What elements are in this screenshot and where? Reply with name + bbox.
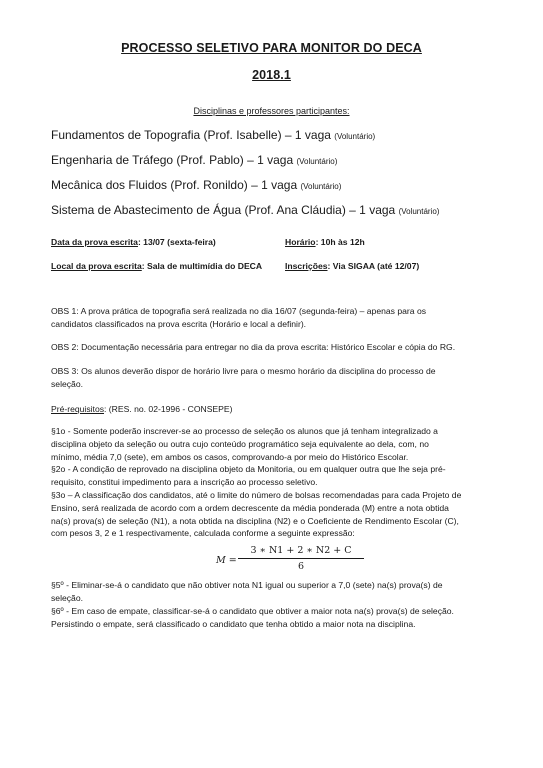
- discipline-item: [51, 153, 337, 167]
- weighted-average-formula: [216, 545, 366, 577]
- discipline-item: [51, 203, 439, 217]
- exam-time: [285, 237, 365, 247]
- exam-date-value: : 13/07 (sexta-feira): [137, 237, 216, 247]
- document-title: PROCESSO SELETIVO PARA MONITOR DO DECA: [121, 41, 422, 55]
- section-line: requisito, constitui impedimento para a inscrição ao processo seletivo.: [51, 476, 318, 487]
- discipline-note: (Voluntário): [300, 182, 342, 191]
- section-6: [51, 605, 493, 631]
- exam-date: [51, 237, 216, 247]
- discipline-name: Mecânica dos Fluidos (Prof. Ronildo) – 1 vaga: [51, 178, 298, 192]
- exam-place-value: : Sala de multimídia do DECA: [141, 261, 263, 271]
- obs-1-line: OBS 1: A prova prática de topografia será realizada no dia 16/07 (segunda-feira) – apenas para os: [51, 306, 427, 316]
- formula-lhs: M =: [216, 555, 237, 566]
- section-line: com pesos 3, 2 e 1 respectivamente, calculada conforme a seguinte expressão:: [51, 528, 355, 539]
- obs-3-line: seleção.: [51, 378, 84, 389]
- document-semester: 2018.1: [252, 68, 291, 82]
- prerequisites-ref: : (RES. no. 02-1996 - CONSEPE): [104, 404, 233, 414]
- section-2: [51, 463, 493, 489]
- section-line: §5º - Eliminar-se-á o candidato que não obtiver nota N1 igual ou superior a 7,0 (sete) na(s) prova(s) de: [51, 580, 443, 590]
- fraction-bar: [238, 558, 364, 559]
- discipline-name: Fundamentos de Topografia (Prof. Isabelle) – 1 vaga: [51, 128, 331, 142]
- obs-1: [51, 305, 493, 331]
- obs-3: [51, 365, 493, 391]
- discipline-item: [51, 128, 375, 142]
- section-line: §3o – A classificação dos candidatos, até o limite do número de bolsas recomendadas para cada Projeto de: [51, 490, 462, 500]
- obs-2-line: OBS 2: Documentação necessária para entregar no dia da prova escrita: Histórico Escolar e cópia do RG.: [51, 342, 456, 352]
- exam-place: [51, 261, 262, 271]
- formula-numerator: 3 ∗ N1 + 2 ∗ N2 + C: [250, 545, 352, 556]
- section-3: [51, 489, 493, 540]
- discipline-note: (Voluntário): [334, 132, 376, 141]
- section-line: Persistindo o empate, será classificado o candidato que tenha obtido a maior nota na disciplina.: [51, 618, 416, 629]
- obs-2: [51, 341, 493, 354]
- section-line: disciplina objeto da seleção ou outra cujo conteúdo programático seja equivalente ao dela, com, no: [51, 438, 429, 449]
- section-line: mínimo, média 7,0 (sete), em ambos os casos, comprovando-a por meio do Histórico Escolar.: [51, 451, 409, 462]
- section-line: na(s) prova(s) de seleção (N1), a nota obtida na disciplina (N2) e o Coeficiente de Rendimento Escolar (C),: [51, 515, 459, 526]
- discipline-name: Engenharia de Tráfego (Prof. Pablo) – 1 vaga: [51, 153, 294, 167]
- section-line: seleção.: [51, 592, 84, 603]
- formula-denominator: 6: [297, 561, 305, 572]
- discipline-item: [51, 178, 341, 192]
- discipline-name: Sistema de Abastecimento de Água (Prof. Ana Cláudia) – 1 vaga: [51, 203, 396, 217]
- obs-3-line: OBS 3: Os alunos deverão dispor de horário livre para o mesmo horário da disciplina do processo de: [51, 366, 436, 376]
- discipline-note: (Voluntário): [398, 207, 440, 216]
- prerequisites-heading: [51, 403, 493, 416]
- section-5: [51, 579, 493, 605]
- enrollment-info: [285, 261, 419, 271]
- section-line: §2o - A condição de reprovado na disciplina objeto da Monitoria, ou em qualquer outra que lhe seja pré-: [51, 464, 446, 474]
- section-line: §1o - Somente poderão inscrever-se ao processo de seleção os alunos que já tenham integralizado a: [51, 426, 438, 436]
- section-1: [51, 425, 493, 463]
- enrollment-value: : Via SIGAA (até 12/07): [327, 261, 420, 271]
- obs-1-line: candidatos classificados na prova escrita (Horário e local a definir).: [51, 318, 307, 329]
- disciplines-subheading: Disciplinas e professores participantes:: [193, 106, 350, 116]
- prerequisites-label: Pré-requisitos: [51, 404, 105, 414]
- section-line: §6º - Em caso de empate, classificar-se-á o candidato que obtiver a maior nota na(s) prova(s) de seleção.: [51, 606, 454, 616]
- exam-time-label: Horário: [285, 237, 316, 247]
- exam-date-label: Data da prova escrita: [51, 237, 138, 247]
- exam-place-label: Local da prova escrita: [51, 261, 142, 271]
- enrollment-label: Inscrições: [285, 261, 328, 271]
- section-line: Ensino, será realizada de acordo com a ordem decrescente da média ponderada (M) entre a nota obtida: [51, 502, 449, 513]
- discipline-note: (Voluntário): [296, 157, 338, 166]
- exam-time-value: : 10h às 12h: [315, 237, 365, 247]
